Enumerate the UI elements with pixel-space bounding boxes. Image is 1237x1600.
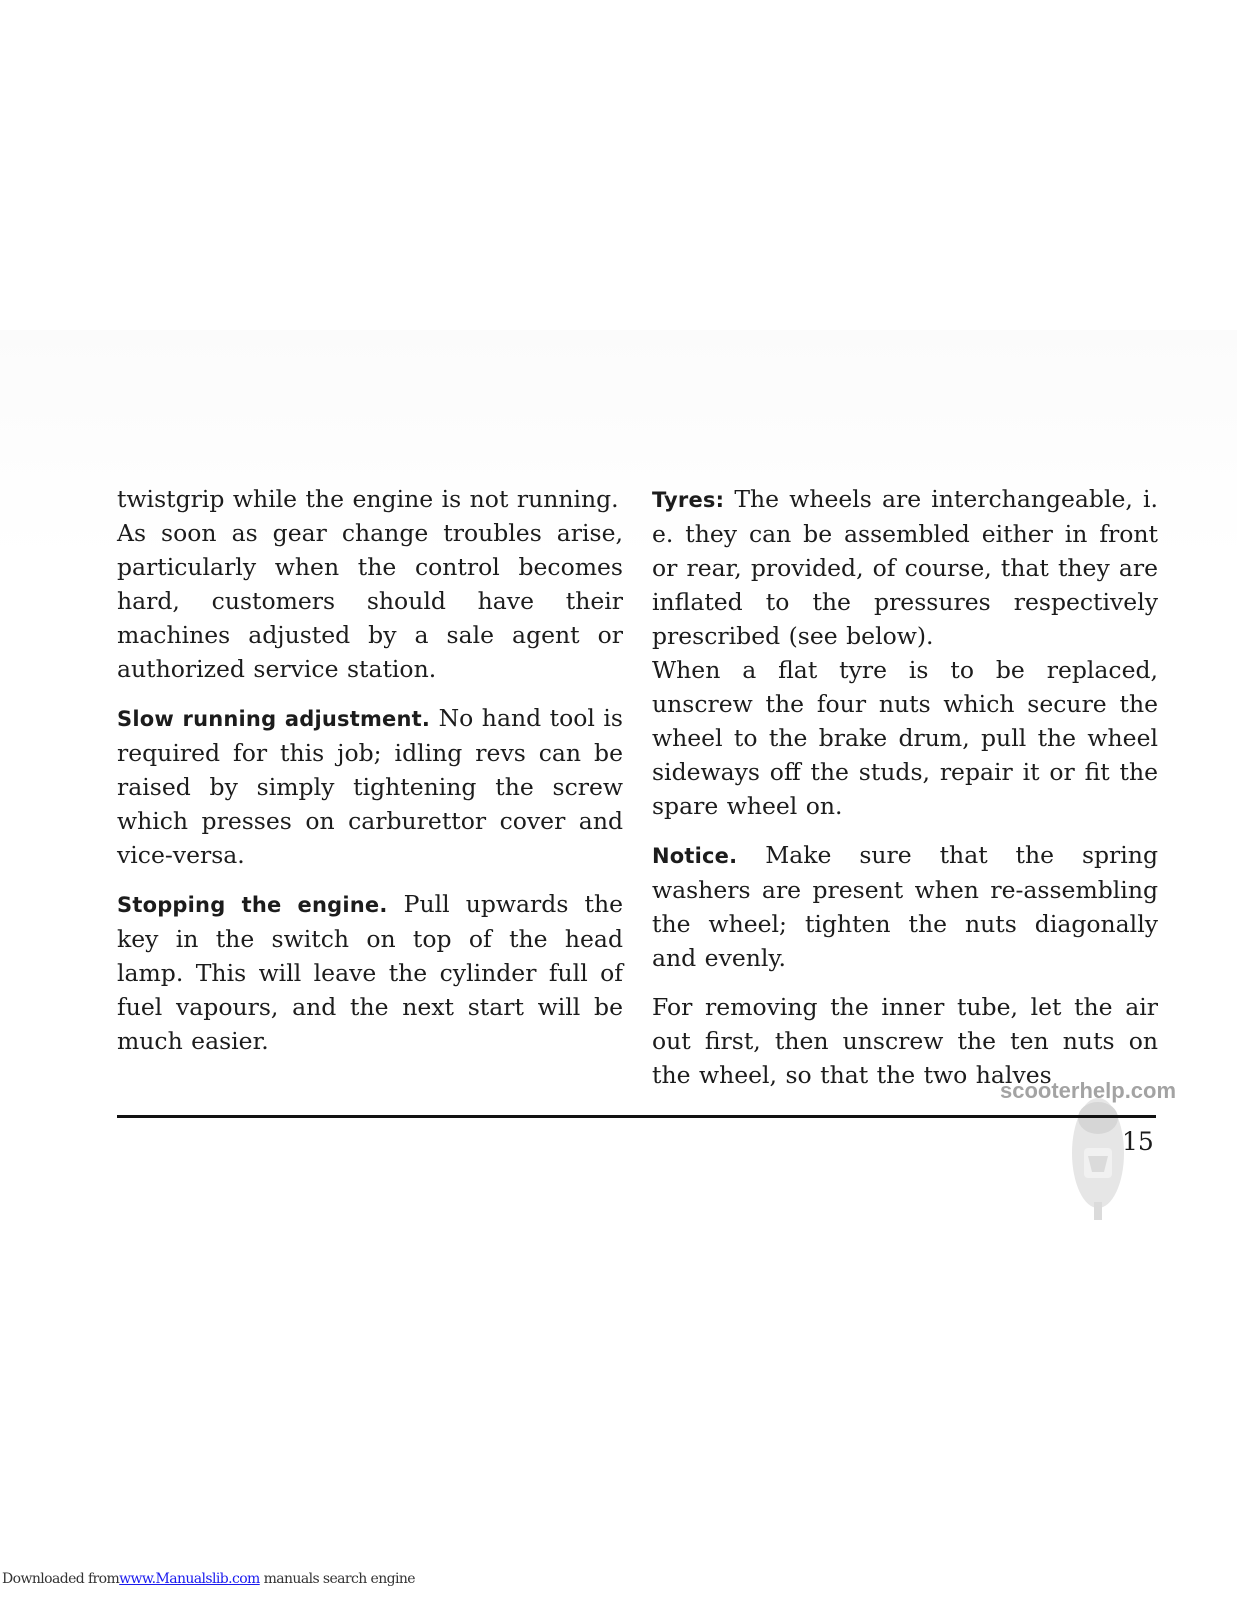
heading-stopping-engine: Stopping the engine. [117,893,388,917]
body-notice: Make sure that the spring washers are present when re-assembling the wheel; tighten the nuts diagonally and evenly. [652,841,1158,972]
paragraph-slow-running [117,701,623,872]
paragraph-stopping-engine [117,887,623,1058]
heading-tyres: Tyres: [652,488,725,512]
right-column [652,482,1158,1107]
body-stopping-engine: Pull upwards the key in the switch on top of the head lamp. This will leave the cylinder full of fuel vapours, and the next start will be much easier. [117,890,623,1055]
left-column [117,482,623,1073]
paragraph-notice [652,838,1158,975]
body-tyres: The wheels are interchangeable, i. e. they can be assembled either in front or rear, provided, of course, that they are inflated to the pressures respectively prescribed (see below). [652,485,1158,650]
watermark-text: scooterhelp.com [1000,1078,1177,1103]
page-number: 15 [1122,1127,1154,1156]
heading-notice: Notice. [652,844,738,868]
footer-prefix: Downloaded from [2,1571,120,1587]
paragraph-twistgrip: twistgrip while the engine is not running. [117,485,619,513]
paragraph-inner-tube: For removing the inner tube, let the air out first, then unscrew the ten nuts on the wheel, so that the two halves [652,993,1158,1089]
heading-slow-running: Slow running adjustment. [117,707,431,731]
paragraph-tyres [652,482,1158,653]
paragraph-flat-tyre: When a flat tyre is to be replaced, unscrew the four nuts which secure the wheel to the brake drum, pull the wheel sideways off the studs, repair it or fit the spare wheel on. [652,656,1158,820]
paragraph-gear-change: As soon as gear change troubles arise, particularly when the control becomes hard, customers should have their machines adjusted by a sale agent or authorized service station. [117,519,623,683]
footer-suffix: manuals search engine [263,1571,415,1587]
body-slow-running: No hand tool is required for this job; idling revs can be raised by simply tightening the screw which presses on carburettor cover and vice-versa. [117,704,623,869]
download-footer [2,1571,415,1587]
footer-rule [117,1115,1156,1118]
manualslib-link[interactable]: www.Manualslib.com [119,1571,260,1587]
